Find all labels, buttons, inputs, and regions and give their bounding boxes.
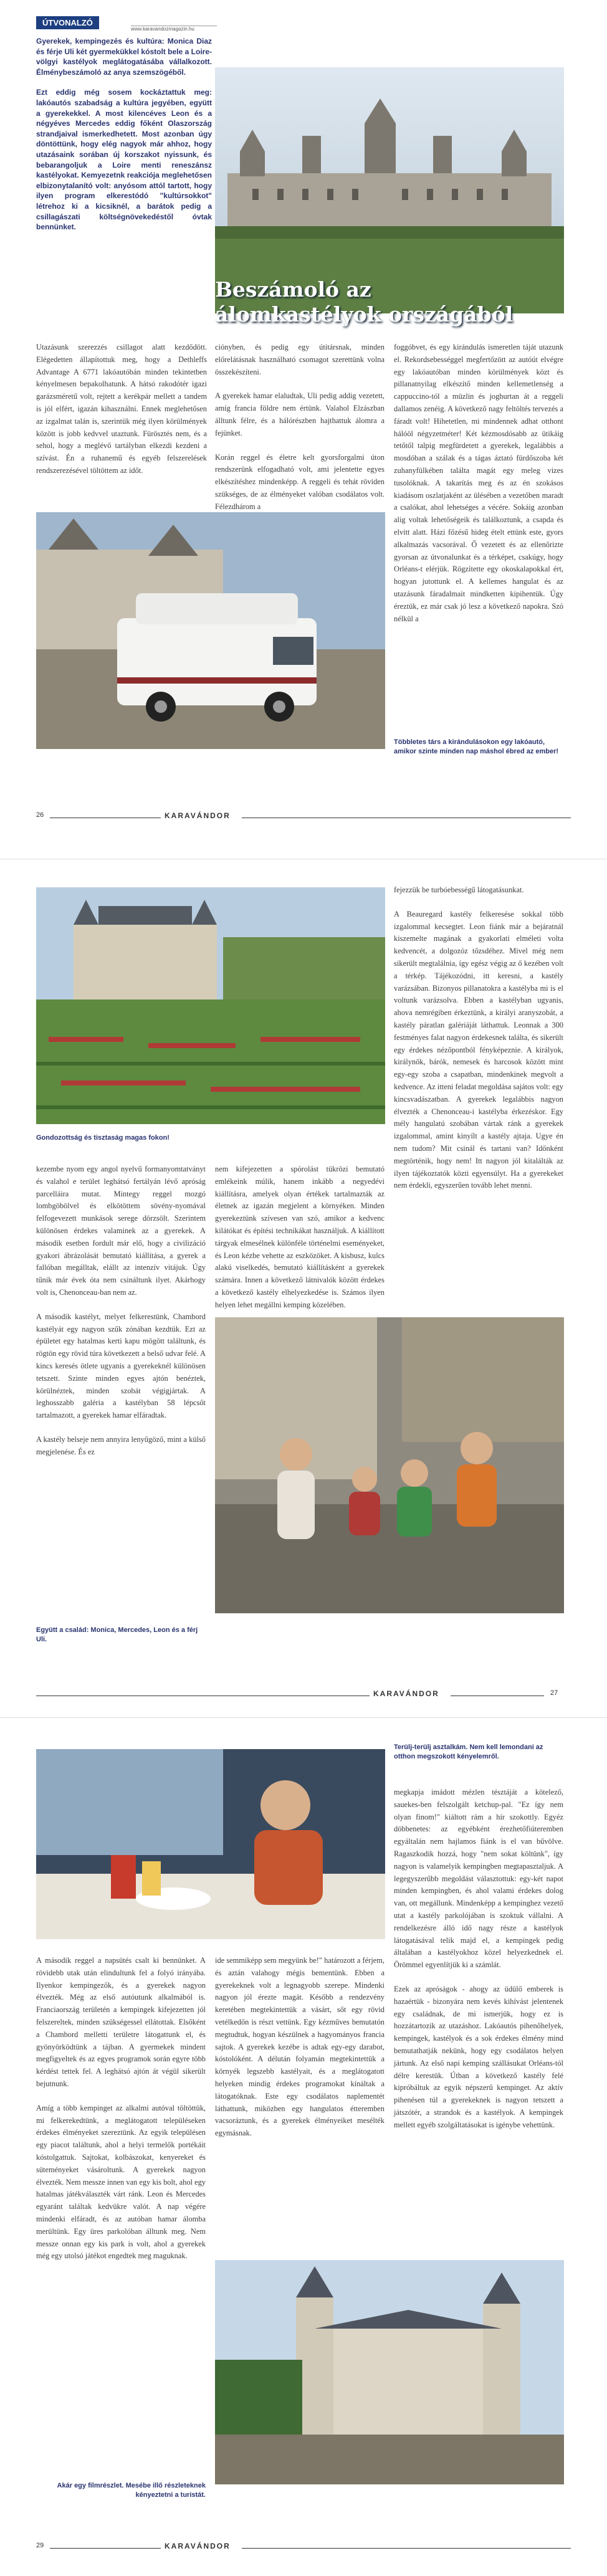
page-27 [0,859,607,1717]
magazine-url: www.karavandozmagazin.hu [131,26,217,32]
page-footer [36,810,571,825]
photo-caption: Terülj-terülj asztalkám. Nem kell lemondani az otthon megszokott kényelemről. [394,1744,543,1760]
paragraph: A gyerekek hamar elaludtak, Uli pedig addig vezetett, amíg francia földre nem értünk. Valahol Elzászban álltunk félre, és a hálórészben hajthattuk álomra a fejünket. [215,391,385,437]
page-footer [36,2540,571,2555]
footer-brand: KARAVÁNDOR [370,1689,443,1698]
photo-caption: Gondozottság és tisztaság magas fokon! [36,1134,170,1142]
photo-caption: Együtt a család: Monica, Mercedes, Leon és a férj Uli. [36,1626,198,1643]
paragraph: A második kastélyt, melyet felkerestünk, Chambord kastélyát egy nagyon szűk zónában kezdtük. Ezt az épületet egy hatalmas kerti kapu mögött találtunk, és rögtön egy rövid túra következett a belső udvar felé. A kincs keresés ötlete ugyanis a gyerekeknél különösen tetszett. Szinte minden egyes ajtón benéztek, körülnéztek, minden szobát végigjártak. A leghosszabb galéria a kastélyban 58 lépcsőt tartalmazott, a gyerekek hamar elfáradtak. [36,1312,206,1420]
photo-caption: A régeni e szuvul következő [449,2492,523,2498]
paragraph: Amíg a több kempinget az alkalmi autóval töltöttük, mi felkerekedtünk, a meglátogatott településeken érdekes élményeket szereztünk. Az egyik településen egy piacot találtunk, ahol a helyi termelők portékáit kóstolgattuk. Sajtokat, kolbászokat, kenyereket és süteményeket vásároltunk. A gyerekek nagyon élvezték. Nem messze innen van egy kis bolt, ahol egy hatalmas játékválaszték várt ránk. Leon és Mercedes egyaránt találtak kedvükre valót. A nap végére mindenki elfáradt, és az autóban hamar álomba merültünk. Egy üres parkolóban álltunk meg. Nem messze onnan egy kis park is volt, ahol a gyerekek még egy utolsó játékot engedtek meg maguknak. [36,2103,206,2261]
page-number: 27 [550,1689,558,1697]
paragraph: nem kifejezetten a spórolást tükrözi bemutató emlékeink múlik, hanem inkább a negyedévi kiállításra, amelyek olyan értékek tartalmazták az életnek az igazán megjelent a környéken. Minden gyerekeztünk szívesen van szó, amikor a kedvenc kilátókat és építési technikákat használjuk. A kiállított tárgyak elmesélnek különféle történelmi eseményeket, és Leon kézbe vehette az eszközöket. A kisbusz, kulcs alakú viselkedés, bemutató kiállításként a gyerekek számára. Innen a következő látnivalók között érdekes a következő kastély elhelyezkedése is. Számos ilyen helyen lehet megállni kemping közelében. [215,1165,385,1309]
body-column-right [394,1787,563,2144]
body-column-middle [215,1955,385,2152]
body-column-2 [215,341,385,525]
paragraph: A második reggel a napsütés csalt ki bennünket. A rövidebb utak után elindultunk fel a folyó irányába. Ilyenkor kempingezők, és a gyerekek nagyon élvezték. Még az első autóutunk alkalmából is. Franciaország területén a kempingek kifejezetten jól felszereltek, minden szükségessel ellátottak. Elsőként a Chambord melletti területre látogattunk el, és gyönyörködtünk a tájban. A gyermekek mindent megfigyeltek és az egyes programok során egyre több kérdést tettek fel. A leghátsó ajtón át végül sikerült bejutnunk. [36,1956,206,2088]
breakfast-photo [36,1749,385,1939]
paragraph: Korán reggel és életre kelt gyorsforgalmi úton rendszerünk elfogadható volt, ami jelentette egyes elkészítéshez mindenképp. A reggeli és tehát röviden szükséges, de az élményeket valóban csodálatos volt. Félezdhárom a [215,452,385,511]
page-footer [36,1688,571,1703]
body-column-1 [36,341,207,489]
page-number: 29 [36,2542,44,2549]
paragraph: ciónyben, és pedig egy útitársnak, minden előrelátásnak használható csomagot szerettünk volna összekészíteni. [215,343,385,376]
footer-brand: KARAVÁNDOR [161,2542,234,2550]
paragraph: Utazásunk szerezzés csillagot alatt kezdődött. Elégedetten állapítottuk meg, hogy a Dethleffs Advantage A 6771 lakóautóbán minden tekintetben kényelmesen bepakolhatunk. A hátsó rakodótér igazi garázsméretű volt, rejtett a kerékpár mellett a tandem is jól elfért, igazán kihasználni. Ennek meglehetősen az izgalmat talán is, szerintük még ilyen körülmények között is jobb kedvvel utaztunk. Fürösztés nem, és a sehol, hogy a meglévő tartályban elkezdi kezdeni a szívást. Én a ruhanemű és egyéb felszerelések rendszerezésével töltöttem az időt. [36,343,207,475]
paragraph: Ezek az apróságok - ahogy az üdülő emberek is hazaértük - bizonyára nem kevés kihívást jelentenek egy családnak, de mi ismerjük, hogy ez is hozzátartozik az utazáshoz. Lakóautós pihenőhelyek, kempingek, kastélyok és a sok érdekes élmény mind bemutathatják nekünk, hogy egy csodálatos helyen jártunk. Az első napi kemping szállásukat Orléans-tól délre kerestük. Útban a következő kastély felé kipróbáltuk az egyik népszerű kempinget. Az aktív pihenésen túl a gyerekeknek is nagyon tetszett a játszótér, a strandok és a kastélyok. A kempingek mellett egyéb szolgáltatásokat is igénybe vehettünk. [394,1984,563,2129]
footer-rule [242,2548,571,2549]
paragraph: A Beauregard kastély felkeresése sokkal több izgalommal kecsegtet. Leon fiánk már a bejáratnál kiszemelte magának a gyakorlati elméleti volta kedvencét, a dolgozóz tőzsdéhez. Mivel még nem sikerült megtalálnia, így egész végig az ő kezében volt a térkép. Tájékozódni, itt keresni, a kastély varázsában. Bizonyos pillanatokra a kastélyba mi is el voltunk varázsolva. Ebben a kastélyban ugyanis, ahova nemrégiben érkeztünk, a királyi aranyszobát, a kastély páratlan galériáját láthattuk. Leonnak a 300 festményes falat nagyon érdekesnek találta, és sikerült egy érdekes nézőpontból fényképeznie. A királyok, királynők, bárók, nemesek és harcosok között mint egy-egy szoba a csapatban, mindenkinek megvolt a kedvence. Az itteni feladat megoldása sajátos volt: egy kincsvadászatban. A gyerekek legalábbis nagyon élvezték a Chenonceau-i kastélyba érkezéskor. Egy mély hangulatú szobában vártak ránk a gyerekek izgalommal, amint kinyílt a kastély ajtaja. Ugye én nem tudom? Mit csinál és tartani van? Időnként megtörténik, hogy nem! Itt nagyon jól kitalálták az ilyen tájékoztatók közti egyensúlyt. Ha a gyerekeket nem érdekli, egyszerűen tovább lehet menni. [394,909,563,1190]
body-column-3 [394,341,563,637]
article-title: Beszámoló az álomkastélyok országából [215,277,514,327]
page-26 [0,0,607,859]
lead-paragraph: Ezt eddig még sosem kockáztattuk meg: lakóautós szabadság a kultúra jegyében, együtt a gyerekekkel. A most kilencéves Leon és a négyéves Mercedes eddig főként Olaszország strandjaival ismerkedhetett. Most azonban úgy döntöttünk, hogy elég nagyok már ahhoz, hogy utazásaink sorában új korszakot nyissunk, és bebarangoljuk a Loire menti reneszánsz kastélyokat. Kemyezetnk reakciója meglehetősen elbizonytalanító volt: anyósom attól tartott, hogy ilyen program elkerestódó "kultúrsokkot" létrehoz ki a kicsiknél, a barátok pedig a csillagászati költségnövekedéstől óvtak bennünket. [36,88,212,232]
castle-photo-chaumont [215,2260,564,2484]
photo-caption: Akár egy filmrészlet. Mesébe illő részleteknek kényeztetni a turistát. [57,2482,206,2499]
paragraph: foggóbvet, és egy kirándulás ismeretlen táját utazunk el. Rekordsebességgel megfertőzött az autóút elvégre egy lakóautóban minden körülmények közt és pillanatnyilag elkészítő minden kellemetlenség a cappuccino-tól a müzlin és joghurtan át a reggeli dallamos zenéig. A következő nagy feltöltés tervezés a fáradt volt! Hihetetlen, mi mindennek adhat otthont hálóöl négyzetméter! Két kézmosdósabb az ütikáig tetőtől talpig megfürdetett a gyerekek, legalábbis a mosdóban a szálak és a tágas áztató fürdőszoba két zuhanyfülkében találta magát egy meleg vizes tusolóknak. A takarítás meg és az én szokásos kiadásom oszlatjaként az ülésében a vezetőben maradt a csalókat, ahol lehetséges a vécére. Sokáig azonban alig voltak lehetőségeik és találkoztunk, a csapda és elvitt alatt. Házi főzésű hideg ételt ettünk este, gyors alkalmazás vacsorával. Ő vezetett és az ellenőrizte gyorsan az útvonalunkat és a térképet, csakúgy, hogy Orléans-t elérjük. Rögzítette egy okoskalapokkal ért, hogyan jutottunk el. A kellemes hangulat és az utazásunk fáradalmait mindketten kipihentük. Úgy éreztük, ez már csak jó lesz a következő napokra. Szó nélkül a [394,343,563,623]
lead-paragraph: Gyerekek, kempingezés és kultúra: Monica Diaz és férje Uli két gyermekükkel kóstolt bele a Loire-völgyi kastélyok meglátogatásába vállalkozott. Élménybeszámoló az anya szemszögéből. [36,37,212,77]
body-column-middle [215,1163,385,1324]
footer-brand: KARAVÁNDOR [161,811,234,820]
castle-photo-chambord [215,67,564,313]
body-column-left [36,1955,206,2274]
body-column-right [394,884,563,1204]
rubric-badge: ÚTVONALZÓ [36,16,99,29]
body-column-left [36,1163,206,1471]
paragraph: megkapja imádott mézlen tésztáját a kötelező, sauekes-ben felszolgált ketchup-pal. "Ez így nem olyan finom!" kiáltott rám a hír szokottly. Egyéz döbbenetes: az egyébként érezhetőfiúteremben egyáltalán nem hajlamos fiánk is el van bűvölve. Ragaszkodik hozzá, hogy "nem sokat költünk", így nagyon is valamelyik kempingben megtapasztaljuk. A legegyszerűbb megoldást választottuk: egy-két napot minden kempingben, és ahol valami érdekes dolog van, ott megállunk. Mindenképp a kempinghez vezető utat a kastély parkolójában is szoktuk vállalni. A rendelkezésre álló idő nagy része a kastélyok látogatásával telik majd el, a kempingek pedig általában a kastélyokhoz közel helyezkednek el. Örömmel egyenlítjük ki a számlát. [394,1788,563,1970]
paragraph: fejezzük be turbóebességű látogatásunkat. [394,885,524,894]
motorhome-photo [36,512,385,749]
castle-photo-villandry [36,887,385,1124]
family-photo [215,1317,564,1613]
page-number: 26 [36,811,44,819]
paragraph: kezembe nyom egy angol nyelvű formanyomtatványt és valahol e terület leghátsó fertályán lévő apróság parcelláira mutat. Mintegy reggel mozgó lombgöbölvel és elkötöttem sövény-nyomával felfogevezett munkások serege dörzsölt. Szerintem különösen érdekes valaminek az a gyerekek. A második esetben fordult már elő, hogy a civilizáció gyakori ábrázolását bemutató kiállítása, a gyerek a fallóban megálltak, elállt az intenzív vitájuk. Úgy tűnik már évek óta nem csináltunk ilyet. Akárhogy volt is, Chenonceau-ban nem az. [36,1165,206,1297]
paragraph: ide semmiképp sem megyünk be!" határozott a férjem, és aztán valahogy mégis bementünk. Ebben a gyerekeknek volt a legnagyobb szerepe. Mindenki nagyon jól érezte magát. Később a rendezvény keretében megtekintettük a vásárt, sőt egy rövid vetélkedőn is részt vettünk. Egy kézműves bemutatón megtudtuk, hogyan készülnek a hagyományos francia sajtok. A gyerekek kezébe is adtak egy-egy darabot, kóstolóként. A délután folyamán megtekintettük a környék legszebb kastélyait, és a meglátogatott helyeken mindig érdekes programokat kínáltak a látogatóknak. Este egy csodálatos naplementét láthattunk, miközben egy hangulatos étteremben vacsoráztunk, és a gyerekek élményeiket mesélték egymásnak. [215,1956,385,2138]
paragraph: A kastély belseje nem annyira lenyűgöző, mint a külső megjelenése. És ez [36,1434,206,1456]
lead-text [36,36,212,242]
footer-rule [50,2548,162,2549]
photo-caption: Többletes társ a kirándulásokon egy lakóautó, amikor szinte minden nap máshol ébred az ember! [394,738,559,755]
page-29 [0,1717,607,2576]
